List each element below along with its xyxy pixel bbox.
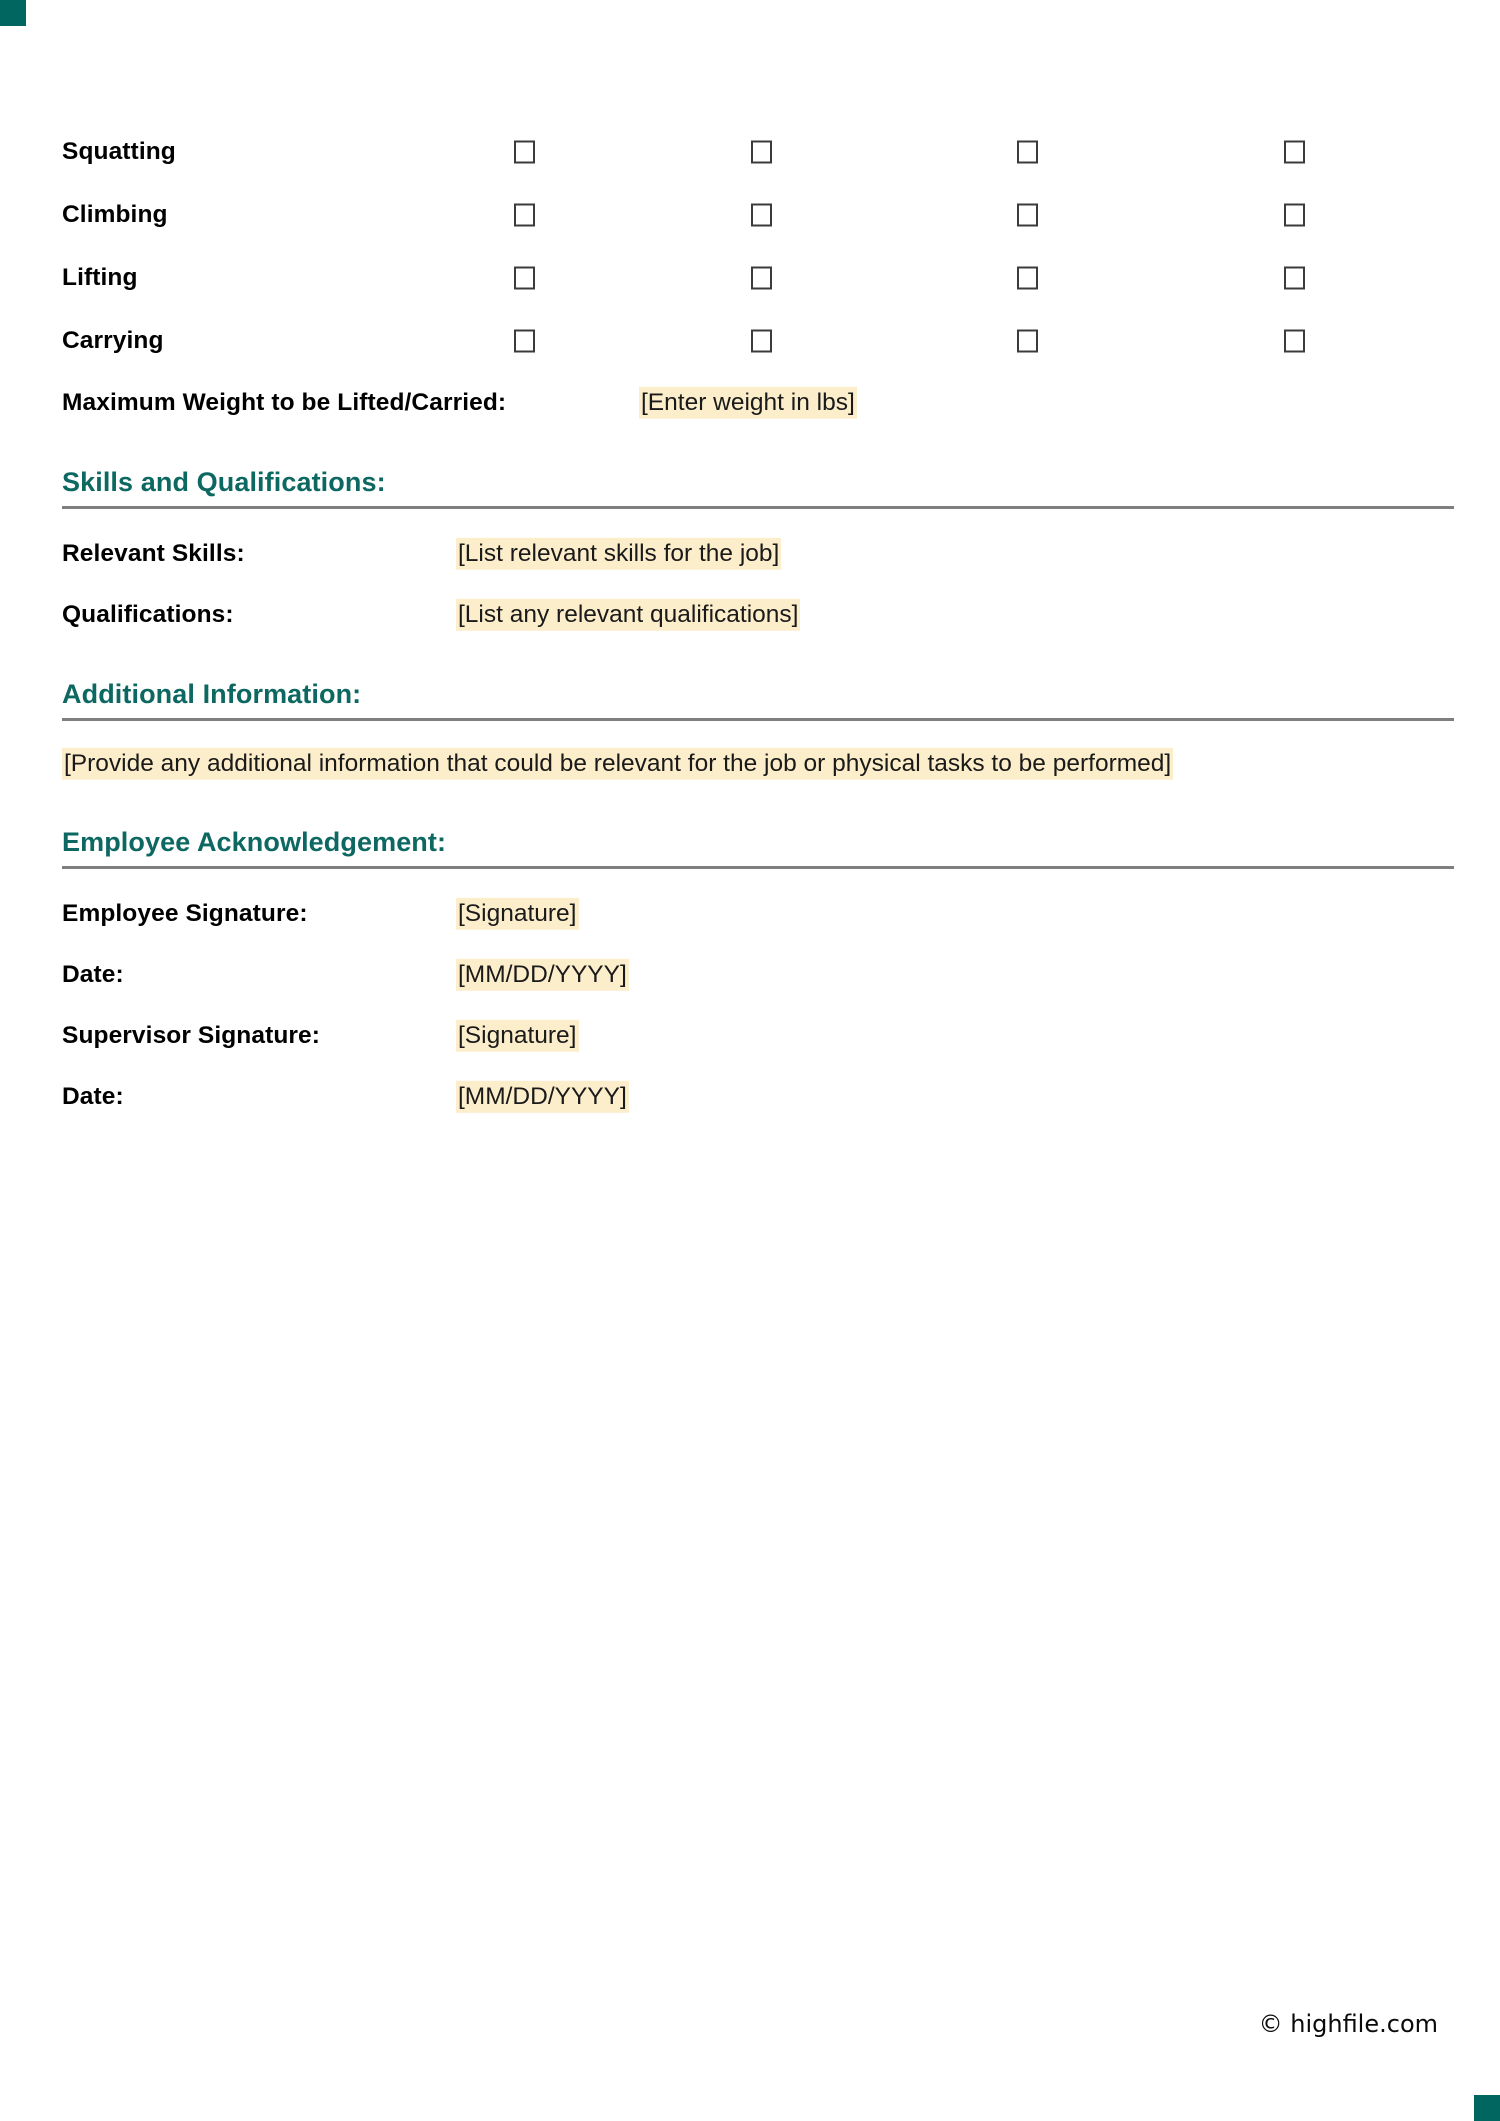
checkbox-carrying-4[interactable] xyxy=(1284,329,1305,352)
checkbox-squatting-4[interactable] xyxy=(1284,140,1305,163)
field-value-supervisor-signature[interactable]: [Signature] xyxy=(456,1019,579,1051)
task-row-climbing xyxy=(62,183,1454,246)
field-row-employee-signature xyxy=(62,883,1454,944)
field-row-maximum-weight xyxy=(62,372,1454,433)
checkbox-squatting-2[interactable] xyxy=(751,140,772,163)
field-label-supervisor-signature: Supervisor Signature: xyxy=(62,1021,321,1049)
section-divider xyxy=(62,866,1454,869)
field-label-employee-date: Date: xyxy=(62,960,124,988)
task-row-squatting xyxy=(62,120,1454,183)
field-row-additional-information xyxy=(62,735,1454,793)
checkbox-climbing-4[interactable] xyxy=(1284,203,1305,226)
field-value-employee-signature[interactable]: [Signature] xyxy=(456,897,579,929)
corner-marker-bottom-right xyxy=(1474,2095,1500,2121)
section-body-skills-and-qualifications xyxy=(62,519,1454,645)
field-label-employee-signature: Employee Signature: xyxy=(62,899,308,927)
task-row-lifting xyxy=(62,246,1454,309)
field-row-relevant-skills xyxy=(62,523,1454,584)
checkbox-carrying-1[interactable] xyxy=(514,329,535,352)
field-row-supervisor-signature xyxy=(62,1005,1454,1066)
section-employee-acknowledgement xyxy=(62,827,1454,1127)
section-divider xyxy=(62,718,1454,721)
field-row-supervisor-date xyxy=(62,1066,1454,1127)
checkbox-squatting-3[interactable] xyxy=(1017,140,1038,163)
physical-tasks-matrix xyxy=(62,120,1454,433)
task-label: Lifting xyxy=(62,263,138,291)
section-divider xyxy=(62,506,1454,509)
task-label: Squatting xyxy=(62,137,176,165)
field-value-relevant-skills[interactable]: [List relevant skills for the job] xyxy=(456,537,781,569)
field-value-supervisor-date[interactable]: [MM/DD/YYYY] xyxy=(456,1080,629,1112)
field-value-employee-date[interactable]: [MM/DD/YYYY] xyxy=(456,958,629,990)
checkbox-climbing-3[interactable] xyxy=(1017,203,1038,226)
field-value-additional-information[interactable]: [Provide any additional information that could be relevant for the job or physical tasks to be performed] xyxy=(62,748,1173,780)
task-label: Climbing xyxy=(62,200,168,228)
corner-marker-top-left xyxy=(0,0,26,26)
field-row-employee-date xyxy=(62,944,1454,1005)
field-row-qualifications xyxy=(62,584,1454,645)
section-body-additional-information xyxy=(62,731,1454,793)
checkbox-climbing-1[interactable] xyxy=(514,203,535,226)
checkbox-lifting-3[interactable] xyxy=(1017,266,1038,289)
checkbox-carrying-2[interactable] xyxy=(751,329,772,352)
checkbox-carrying-3[interactable] xyxy=(1017,329,1038,352)
field-label-supervisor-date: Date: xyxy=(62,1082,124,1110)
section-title-employee-acknowledgement: Employee Acknowledgement: xyxy=(62,827,447,857)
section-additional-information xyxy=(62,679,1454,793)
section-body-employee-acknowledgement xyxy=(62,879,1454,1127)
checkbox-lifting-2[interactable] xyxy=(751,266,772,289)
footer-copyright: © highfile.com xyxy=(1258,2010,1438,2038)
checkbox-squatting-1[interactable] xyxy=(514,140,535,163)
checkbox-climbing-2[interactable] xyxy=(751,203,772,226)
checkbox-lifting-1[interactable] xyxy=(514,266,535,289)
task-row-carrying xyxy=(62,309,1454,372)
section-skills-and-qualifications xyxy=(62,467,1454,645)
section-title-additional-information: Additional Information: xyxy=(62,679,362,709)
field-label-qualifications: Qualifications: xyxy=(62,600,234,628)
task-label: Carrying xyxy=(62,326,164,354)
section-title-skills-and-qualifications: Skills and Qualifications: xyxy=(62,467,386,497)
document-content xyxy=(62,120,1454,1127)
field-label-maximum-weight: Maximum Weight to be Lifted/Carried: xyxy=(62,388,507,416)
field-value-maximum-weight[interactable]: [Enter weight in lbs] xyxy=(639,386,857,418)
field-value-qualifications[interactable]: [List any relevant qualifications] xyxy=(456,598,800,630)
field-label-relevant-skills: Relevant Skills: xyxy=(62,539,245,567)
checkbox-lifting-4[interactable] xyxy=(1284,266,1305,289)
